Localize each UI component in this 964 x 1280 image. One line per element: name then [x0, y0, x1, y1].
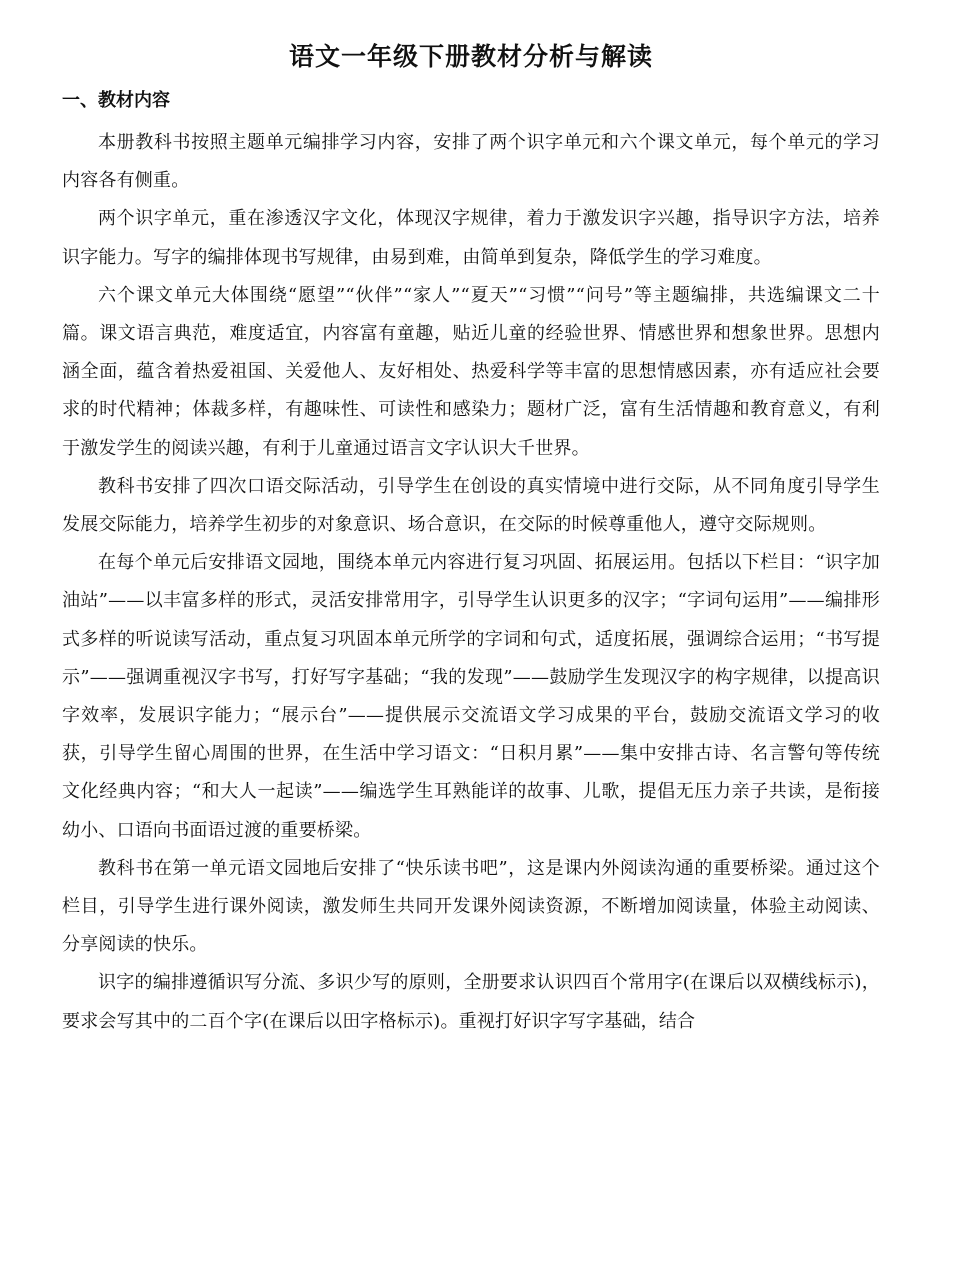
paragraph-3: 六个课文单元大体围绕“愿望”“伙伴”“家人”“夏天”“习惯”“问号”等主题编排，共选编课文二十篇。课文语言典范，难度适宜，内容富有童趣，贴近儿童的经验世界、情感世界和想象世界。思想内涵全面，蕴含着热爱祖国、关爱他人、友好相处、热爱科学等丰富的思想情感因素，亦有适应社会要求的时代精神；体裁多样，有趣味性、可读性和感染力；题材广泛，富有生活情趣和教育意义，有利于激发学生的阅读兴趣，有利于儿童通过语言文字认识大千世界。 — [62, 284, 880, 459]
paragraph-6: 教科书在第一单元语文园地后安排了“快乐读书吧”，这是课内外阅读沟通的重要桥梁。通过这个栏目，引导学生进行课外阅读，激发师生共同开发课外阅读资源，不断增加阅读量，体验主动阅读、分享阅读的快乐。 — [62, 857, 880, 956]
paragraph-4: 教科书安排了四次口语交际活动，引导学生在创设的真实情境中进行交际，从不同角度引导学生发展交际能力，培养学生初步的对象意识、场合意识，在交际的时候尊重他人，遵守交际规则。 — [62, 475, 880, 536]
paragraph-7: 识字的编排遵循识写分流、多识少写的原则，全册要求认识四百个常用字(在课后以双横线标示)，要求会写其中的二百个字(在课后以田字格标示)。重视打好识字写字基础，结合 — [62, 972, 880, 1032]
paragraph-5: 在每个单元后安排语文园地，围绕本单元内容进行复习巩固、拓展运用。包括以下栏目：“识字加油站”——以丰富多样的形式，灵活安排常用字，引导学生认识更多的汉字；“字词句运用”——编排形式多样的听说读写活动，重点复习巩固本单元所学的字词和句式，适度拓展，强调综合运用；“书写提示”——强调重视汉字书写，打好写字基础；“我的发现”——鼓励学生发现汉字的构字规律，以提高识字效率，发展识字能力；“展示台”——提供展示交流语文学习成果的平台，鼓励交流语文学习的收获，引导学生留心周围的世界，在生活中学习语文：“日积月累”——集中安排古诗、名言警句等传统文化经典内容；“和大人一起读”——编选学生耳熟能详的故事、儿歌，提倡无压力亲子共读，是衔接幼小、口语向书面语过渡的重要桥梁。 — [62, 552, 880, 841]
document-title: 语文一年级下册教材分析与解读 — [288, 42, 653, 71]
section-heading: 一、教材内容 — [62, 90, 170, 111]
paragraph-2: 两个识字单元，重在渗透汉字文化，体现汉字规律，着力于激发识字兴趣，指导识字方法，培养识字能力。写字的编排体现书写规律，由易到难，由简单到复杂，降低学生的学习难度。 — [62, 208, 880, 268]
paragraph-1: 本册教科书按照主题单元编排学习内容，安排了两个识字单元和六个课文单元，每个单元的学习内容各有侧重。 — [62, 132, 880, 192]
